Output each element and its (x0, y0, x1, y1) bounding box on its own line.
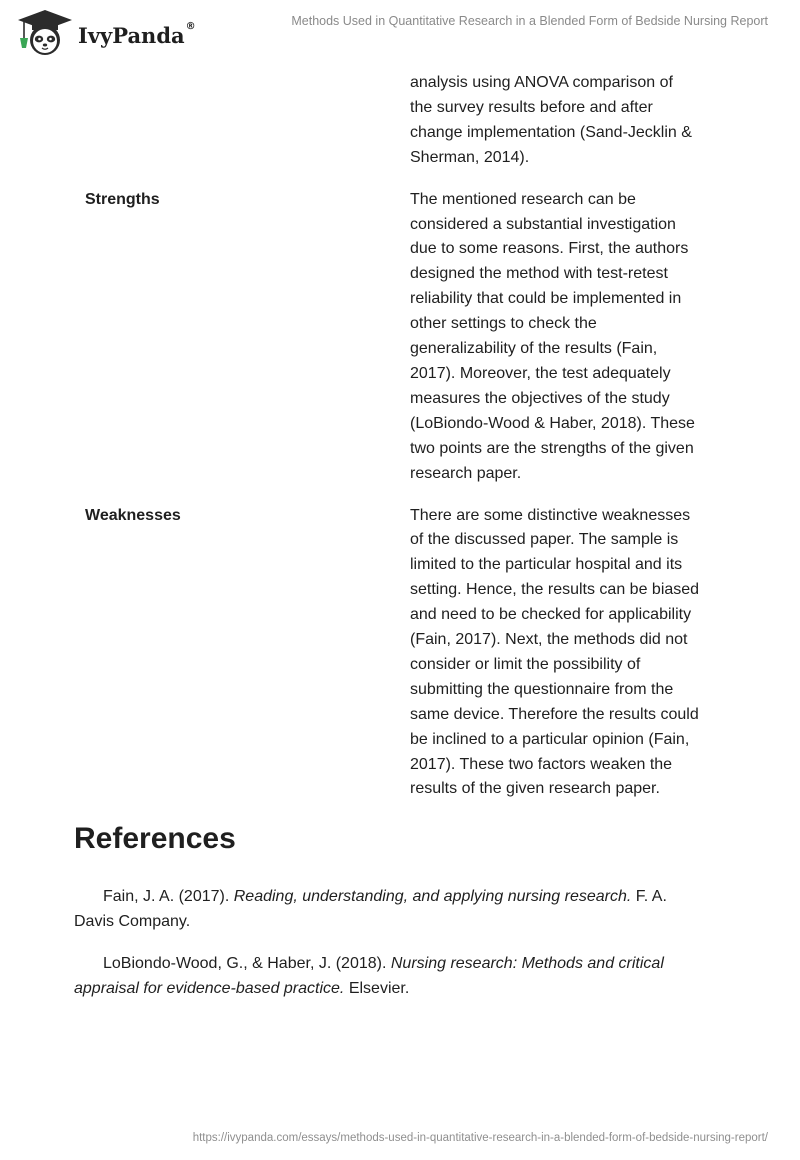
page-header (0, 0, 800, 60)
text-line: setting. Hence, the results can be biased (410, 581, 700, 599)
text-line: limited to the particular hospital and its (410, 556, 683, 574)
reference-line: appraisal for evidence-based practice. Elsevier. (74, 980, 410, 997)
table-row-analysis (85, 71, 745, 171)
text-line: results of the given research paper. (410, 780, 660, 798)
reference-title: appraisal for evidence-based practice. (74, 980, 345, 997)
reference-title: Reading, understanding, and applying nursing research. (233, 888, 632, 905)
text-line: and need to be checked for applicability (410, 606, 692, 624)
text-line: designed the method with test-retest (410, 265, 668, 283)
text-line: be inclined to a particular opinion (Fain, (410, 730, 690, 748)
text-line: (LoBiondo-Wood & Haber, 2018). These (410, 414, 695, 432)
references-heading: References (74, 822, 236, 855)
table-row-weaknesses (85, 504, 745, 803)
table-row-strengths (85, 188, 745, 487)
text-line: two points are the strengths of the given (410, 439, 694, 457)
text-line: reliability that could be implemented in (410, 290, 682, 308)
reference-item-fain (74, 884, 734, 934)
row-text-strengths (410, 188, 728, 487)
text-line: 2017). Moreover, the test adequately (410, 364, 671, 382)
reference-item-lobiondo (74, 951, 734, 1001)
row-text-weaknesses (410, 504, 728, 803)
text-line: analysis using ANOVA comparison of (410, 74, 673, 91)
text-line: same device. Therefore the results could (410, 705, 699, 723)
reference-line: Fain, J. A. (2017). Reading, understanding, and applying nursing research. F. A. (103, 888, 667, 905)
text-line: Sherman, 2014). (410, 148, 530, 166)
source-url[interactable]: https://ivypanda.com/essays/methods-used-in-quantitative-research-in-a-blended-form-of-bedside-nursing-report/ (192, 1132, 768, 1144)
text-line: research paper. (410, 464, 522, 482)
text-line: change implementation (Sand-Jecklin & (410, 123, 692, 141)
text-line: (Fain, 2017). Next, the methods did not (410, 631, 688, 649)
text-line: submitting the questionnaire from the (410, 680, 674, 698)
text-line: due to some reasons. First, the authors (410, 240, 689, 258)
row-label-empty (85, 71, 410, 171)
reference-line: LoBiondo-Wood, G., & Haber, J. (2018). Nursing research: Methods and critical (103, 955, 664, 972)
reference-title: Nursing research: Methods and critical (390, 955, 664, 972)
text-line: the survey results before and after (410, 98, 653, 116)
text-line: There are some distinctive weaknesses (410, 506, 691, 524)
text-line: The mentioned research can be (410, 190, 636, 208)
reference-line: Davis Company. (74, 913, 191, 930)
document-title: Methods Used in Quantitative Research in a Blended Form of Bedside Nursing Report (291, 14, 768, 28)
text-line: generalizability of the results (Fain, (410, 340, 658, 358)
text-line: 2017). These two factors weaken the (410, 755, 673, 773)
row-label-weaknesses: Weaknesses (85, 506, 181, 524)
methods-table (85, 71, 745, 802)
row-label-strengths: Strengths (85, 190, 160, 208)
panda-graduate-icon (14, 8, 76, 58)
row-text-analysis (410, 71, 728, 171)
text-line: consider or limit the possibility of (410, 655, 641, 673)
logo-wordmark: IvyPanda® (78, 20, 196, 48)
ivypanda-logo[interactable] (14, 8, 214, 58)
text-line: considered a substantial investigation (410, 215, 676, 233)
text-line: other settings to check the (410, 315, 597, 333)
text-line: measures the objectives of the study (410, 389, 670, 407)
text-line: of the discussed paper. The sample is (410, 531, 679, 549)
